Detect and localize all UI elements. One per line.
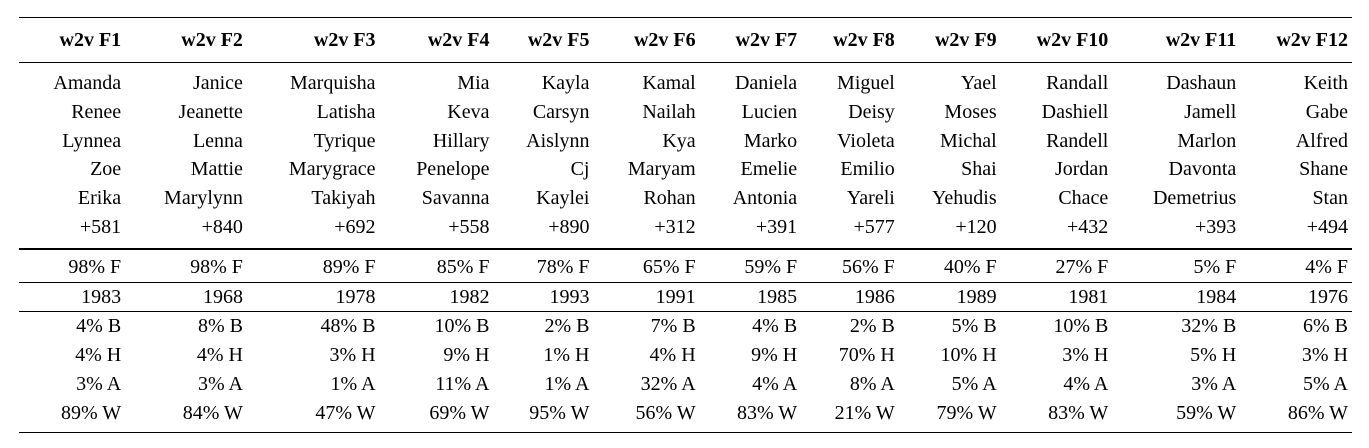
race-cell: 32% B [1181,315,1237,338]
name-cell: Chace [1058,187,1109,210]
column-header: w2v F12 [1276,29,1348,51]
race-cell: 4% H [196,344,243,367]
name-cell: Rohan [643,187,696,210]
name-cell: Lenna [192,129,243,152]
year-cell: 1993 [549,285,590,308]
name-cell: Mattie [190,158,243,181]
name-cell: Kayla [541,72,590,94]
race-cell: 8% B [197,315,243,338]
column-header: w2v F4 [427,29,490,51]
race-cell: 9% H [443,344,490,367]
female-cell: 65% F [642,255,696,278]
race-cell: 4% H [75,344,122,367]
stats-section [19,249,1352,432]
name-cell: Hillary [432,129,490,152]
female-cell: 4% F [1305,255,1348,278]
name-cell: Maryam [627,158,696,181]
female-cell: 27% F [1055,255,1109,278]
table-row [19,184,1352,213]
table-row [19,98,1352,127]
race-cell: 9% H [751,344,798,367]
table-row [19,127,1352,156]
column-header: w2v F2 [181,29,243,51]
race-cell: 3% A [1191,372,1237,395]
race-cell: 4% B [752,315,798,338]
race-cell: 4% H [649,344,696,367]
female-cell: 89% F [322,255,376,278]
name-cell: Alfred [1295,129,1348,152]
column-header: w2v F1 [59,29,122,51]
year-cell: 1991 [655,285,696,308]
female-cell: 59% F [744,255,798,278]
female-cell: 40% F [943,255,997,278]
year-cell: 1976 [1308,285,1348,308]
race-cell: 3% H [329,344,376,367]
name-cluster-table [19,17,1352,433]
name-cell: Gabe [1305,100,1348,123]
name-cell: Jamell [1184,100,1237,123]
name-cell: Marko [743,129,798,152]
name-cell: Shane [1299,158,1348,181]
year-cell: 1983 [81,285,122,308]
name-cell: Antonia [732,187,798,210]
race-cell: 1% A [330,372,376,395]
race-cell: 79% W [936,401,997,424]
header-row [19,18,1352,63]
name-cell: Michal [940,129,997,152]
race-cell: 10% B [434,315,490,338]
count-cell: +494 [1306,215,1348,238]
count-cell: +577 [853,215,895,238]
name-cell: Latisha [316,100,376,123]
column-header: w2v F9 [934,29,997,51]
race-cell: 3% A [197,372,243,395]
name-cell: Marquisha [290,72,376,94]
name-cell: Randell [1046,129,1109,152]
name-cell: Miguel [837,72,895,94]
year-cell: 1978 [335,285,376,308]
column-header: w2v F5 [527,29,590,51]
race-cell: 5% B [951,315,997,338]
name-cell: Zoe [90,158,122,181]
name-cell: Janice [192,72,243,94]
female-cell: 85% F [436,255,490,278]
name-cell: Savanna [421,187,490,210]
race-cell: 48% B [320,315,376,338]
column-header: w2v F7 [735,29,798,51]
race-cell: 84% W [182,401,243,424]
race-cell: 3% H [1301,344,1348,367]
name-cell: Kya [662,129,696,152]
female-cell: 56% F [842,255,895,278]
name-cell: Penelope [416,158,490,181]
race-cell: 4% A [752,372,798,395]
count-cell: +692 [334,215,376,238]
table-row [19,63,1352,98]
name-cell: Takiyah [311,187,376,210]
race-cell: 8% A [849,372,895,395]
race-cell: 10% B [1053,315,1109,338]
name-cell: Keith [1303,72,1348,94]
year-cell: 1985 [757,285,798,308]
year-cell: 1986 [854,285,895,308]
year-row [19,282,1352,312]
race-cell: 56% W [635,401,696,424]
count-cell: +312 [654,215,696,238]
race-cell: 69% W [429,401,490,424]
name-cell: Demetrius [1152,187,1237,210]
race-row-black [19,312,1352,341]
name-cell: Nailah [642,100,696,123]
year-cell: 1968 [202,285,243,308]
count-cell: +432 [1067,215,1109,238]
race-cell: 3% H [1062,344,1109,367]
name-cell: Cj [570,158,590,181]
female-cell: 78% F [536,255,590,278]
female-row [19,249,1352,282]
name-cell: Yael [960,72,997,94]
count-cell: +120 [955,215,997,238]
name-cell: Jordan [1054,158,1109,181]
race-cell: 7% B [650,315,696,338]
race-cell: 11% A [435,372,490,395]
name-cell: Keva [447,100,490,123]
count-cell: +558 [448,215,490,238]
name-cell: Amanda [53,72,122,94]
name-cell: Davonta [1168,158,1237,181]
year-cell: 1989 [956,285,997,308]
race-cell: 2% B [849,315,895,338]
name-cell: Marylynn [164,187,243,210]
name-cell: Randall [1046,72,1109,94]
column-header: w2v F8 [833,29,895,51]
count-cell: +890 [548,215,590,238]
name-cell: Carsyn [532,100,590,123]
count-cell: +581 [79,215,122,238]
race-cell: 2% B [544,315,590,338]
name-cell: Yehudis [931,187,997,210]
name-cell: Yareli [846,187,895,210]
race-row-hispanic [19,341,1352,370]
column-header: w2v F11 [1165,29,1237,51]
name-cell: Dashaun [1166,72,1237,94]
count-cell: +840 [201,215,243,238]
race-row-white [19,399,1352,432]
race-cell: 4% A [1063,372,1109,395]
name-cell: Violeta [837,129,895,152]
race-cell: 32% A [640,372,696,395]
name-cell: Jeanette [178,100,243,123]
race-cell: 10% H [940,344,997,367]
name-cell: Renee [71,100,122,123]
female-cell: 98% F [190,255,243,278]
name-cell: Marygrace [288,158,376,181]
race-cell: 59% W [1176,401,1237,424]
name-cell: Stan [1312,187,1348,210]
column-header: w2v F10 [1036,29,1109,51]
race-row-asian [19,370,1352,399]
year-cell: 1981 [1068,285,1109,308]
race-cell: 5% A [1303,372,1348,395]
race-cell: 1% H [543,344,590,367]
race-cell: 1% A [544,372,590,395]
names-section [19,63,1352,249]
name-cell: Marlon [1177,129,1237,152]
race-cell: 5% H [1190,344,1237,367]
name-cell: Erika [77,187,122,210]
name-cell: Emilio [840,158,895,181]
count-cell: +391 [755,215,798,238]
name-cell: Emelie [740,158,798,181]
race-cell: 83% W [1048,401,1109,424]
name-cell: Tyrique [313,129,376,152]
name-cell: Aislynn [526,129,590,152]
race-cell: 95% W [529,401,590,424]
name-cell: Mia [457,72,490,94]
year-cell: 1984 [1196,285,1237,308]
name-cell: Kamal [642,72,696,94]
race-cell: 70% H [838,344,895,367]
name-cell: Moses [944,100,997,123]
name-cell: Lucien [741,100,798,123]
female-cell: 98% F [68,255,122,278]
name-cell: Kaylei [536,187,590,210]
name-cell: Shai [961,158,997,181]
count-cell: +393 [1195,215,1237,238]
race-cell: 21% W [834,401,895,424]
female-cell: 5% F [1193,255,1237,278]
column-header: w2v F3 [313,29,376,51]
table-row [19,155,1352,184]
name-cell: Daniela [734,72,798,94]
race-cell: 47% W [315,401,376,424]
name-cell: Deisy [848,100,895,123]
race-cell: 3% A [76,372,122,395]
name-cell: Lynnea [62,129,122,152]
column-header: w2v F6 [633,29,696,51]
year-cell: 1982 [449,285,490,308]
race-cell: 5% A [951,372,997,395]
race-cell: 86% W [1287,401,1348,424]
race-cell: 4% B [76,315,122,338]
race-cell: 89% W [60,401,122,424]
name-cell: Dashiell [1041,100,1109,123]
race-cell: 83% W [736,401,798,424]
table-row [19,213,1352,249]
race-cell: 6% B [1303,315,1348,338]
